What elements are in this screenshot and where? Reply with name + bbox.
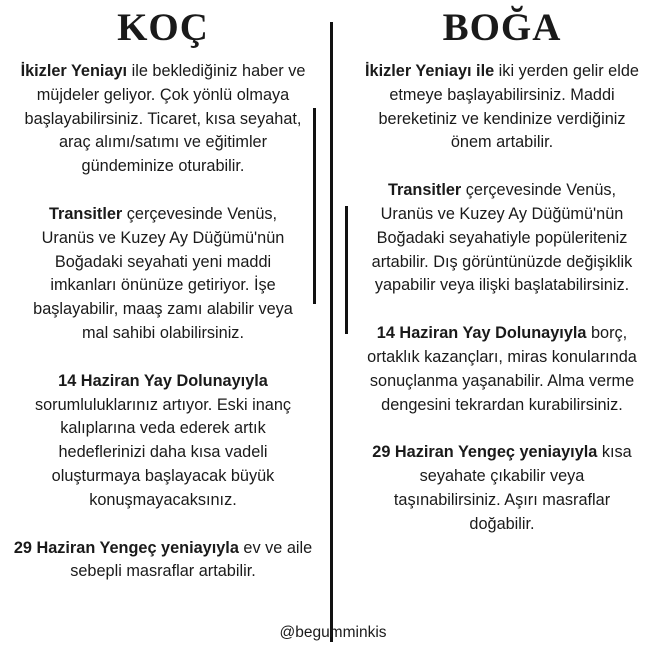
boga-p4-text: kısa seyahate çıkabilir veya taşınabilirsiniz. Aşırı masraflar doğabilir.: [393, 443, 632, 533]
boga-p3-text: borç, ortaklık kazançları, miras konularında sonuçlanma yaşanabilir. Alma verme dengesini tekrardan kurabilirsiniz.: [367, 324, 637, 414]
boga-column: [338, 0, 666, 537]
boga-paragraph-4: [367, 441, 637, 536]
column-divider: [330, 22, 333, 642]
boga-title: BOĞA: [442, 6, 562, 49]
koc-p2-bold: Transitler: [48, 204, 123, 223]
boga-paragraph-3: [354, 322, 650, 417]
left-accent-line: [313, 108, 316, 304]
boga-paragraph-2: [364, 179, 640, 298]
koc-title: KOÇ: [117, 6, 209, 49]
koc-paragraph-2: [23, 203, 303, 346]
koc-p4-text: ev ve aile sebepli masraflar artabilir.: [70, 538, 313, 581]
koc-column: [0, 0, 326, 584]
author-handle: @begumminkis: [279, 624, 387, 641]
boga-p3-bold: 14 Haziran Yay Dolunayıyla: [376, 324, 587, 343]
boga-p1-text: iki yerden gelir elde etmeye başlayabilirsiniz. Maddi bereketiniz ve kendinize verdiğiniz önem artabilir.: [378, 62, 639, 152]
koc-p1-text: ile beklediğiniz haber ve müjdeler geliyor. Çok yönlü olmaya başlayabilirsiniz. Ticaret, kısa seyahat, araç alımı/satımı ve eğitimler gündeminize oturabilir.: [24, 62, 306, 176]
koc-paragraph-1: [18, 60, 308, 179]
koc-p2-text: çerçevesinde Venüs, Uranüs ve Kuzey Ay Düğümü'nün Boğadaki seyahati yeni maddi imkanları önünüze getiriyor. İşe başlayabilir, maaş zamı alabilir veya mal sahibi olabilirsiniz.: [33, 204, 293, 342]
boga-p1-bold: İkizler Yeniayı ile: [365, 62, 495, 80]
koc-p3-text: sorumluluklarınız artıyor. Eski inanç kalıplarına veda ederek artık hedeflerinizi daha kısa vadeli oluşturmaya başlayacak büyük konuşmayacaksınız.: [34, 395, 292, 509]
boga-p2-text: çerçevesinde Venüs, Uranüs ve Kuzey Ay Düğümü'nün Boğadaki seyahatiyle popüleriteniz artabilir. Dış görüntünüzde değişiklik yapabilir veya ilişki başlatabilirsiniz.: [371, 181, 633, 295]
koc-p4-bold: 29 Haziran Yengeç yeniayıyla: [13, 538, 239, 557]
koc-paragraph-3: [15, 370, 311, 513]
boga-p2-bold: Transitler: [387, 181, 462, 200]
koc-p3-bold: 14 Haziran Yay Dolunayıyla: [58, 371, 268, 390]
koc-p1-bold: İkizler Yeniayı: [20, 62, 128, 80]
boga-p4-bold: 29 Haziran Yengeç yeniayıyla: [372, 443, 598, 462]
boga-paragraph-1: [364, 60, 640, 155]
koc-paragraph-4: [13, 537, 313, 585]
